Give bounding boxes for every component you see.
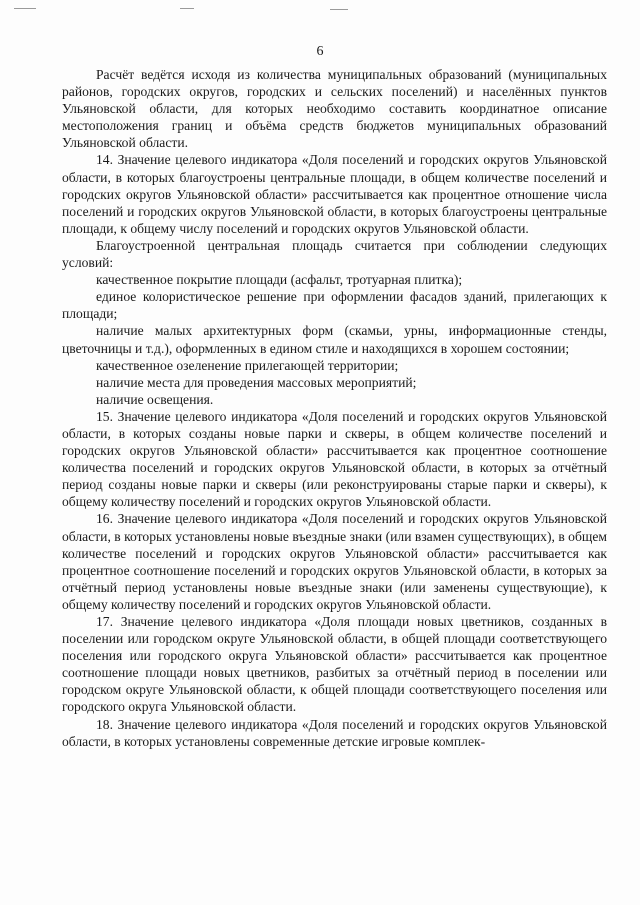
- document-body: [62, 66, 607, 750]
- condition-item: качественное озеленение прилегающей территории;: [96, 357, 399, 373]
- condition-item: наличие освещения.: [96, 391, 214, 407]
- condition-item: качественное покрытие площади (асфальт, тротуарная плитка);: [96, 272, 463, 288]
- scan-artifact: [330, 9, 348, 10]
- scan-artifact: [14, 8, 36, 9]
- paragraph: 15. Значение целевого индикатора «Доля поселений и городских округов Ульяновской области, в которых созданы новые парки и скверы, в общем количестве поселений и городских округов Ульяновской области» рассчитывается как процентное соотношение количества поселений и городских округов Ульяновской области, в которых за отчётный период созданы новые парки и скверы (или реконструированы старые парки и скверы), к общему количеству поселений и городских округов Ульяновской области.: [62, 408, 607, 510]
- condition-item: единое колористическое решение при оформлении фасадов зданий, прилегающих к площади;: [62, 289, 607, 322]
- paragraph: Благоустроенной центральная площадь считается при соблюдении следующих условий:: [62, 237, 607, 271]
- paragraph: 16. Значение целевого индикатора «Доля поселений и городских округов Ульяновской области, в которых установлены новые въездные знаки (или взамен существующих), в общем количестве поселений и городских округов Ульяновской области» рассчитывается как процентное соотношение поселений и городских округов Ульяновской области, в которых за отчётный период установлены новые въездные знаки (или заменены существующие), к общему количеству поселений и городских округов Ульяновской области.: [62, 511, 607, 612]
- paragraph: Расчёт ведётся исходя из количества муниципальных образований (муниципальных районов, городских округов, городских и сельских поселений) и населённых пунктов Ульяновской области, для которых необходимо составить координатное описание местоположения границ и объёма средств бюджетов муниципальных образований Ульяновской области.: [62, 67, 607, 151]
- paragraph: 17. Значение целевого индикатора «Доля площади новых цветников, созданных в поселении или городском округе Ульяновской области, в общей площади соответствующего поселения или городского округа Ульяновской области» рассчитывается как процентное соотношение площади новых цветников, разбитых за отчётный период в поселении или городском округе Ульяновской области, к общей площади соответствующего поселения или городского округа Ульяновской области.: [62, 614, 607, 715]
- paragraph: 14. Значение целевого индикатора «Доля поселений и городских округов Ульяновской области, в которых благоустроены центральные площади, в общем количестве поселений и городских округов Ульяновской области» рассчитывается как процентное отношение числа поселений и городских округов Ульяновской области, в которых благоустроены центральные площади, к общему числу поселений и городских округов Ульяновской области.: [62, 152, 607, 236]
- condition-item: наличие места для проведения массовых мероприятий;: [96, 374, 417, 390]
- page-number: 6: [316, 44, 324, 59]
- paragraph: 18. Значение целевого индикатора «Доля поселений и городских округов Ульяновской области, в которых установлены современные детские игровые комплек-: [62, 716, 607, 749]
- condition-item: наличие малых архитектурных форм (скамьи, урны, информационные стенды, цветочницы и т.д.), оформленных в едином стиле и находящихся в хорошем состоянии;: [62, 323, 607, 356]
- scan-artifact: [180, 8, 194, 9]
